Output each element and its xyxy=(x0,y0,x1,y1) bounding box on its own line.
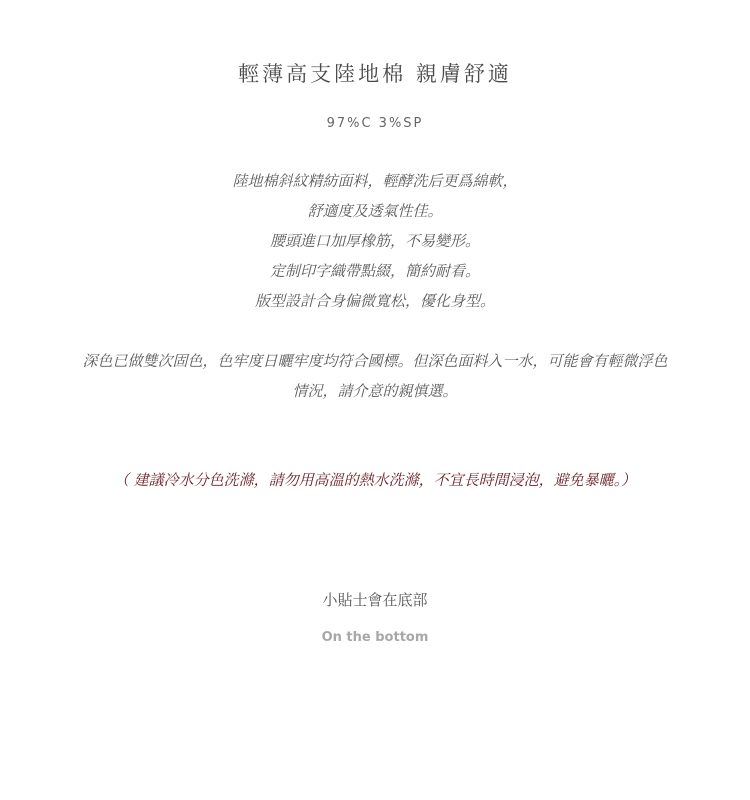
washing-instructions: （ 建議冷水分色洗滌，請勿用高溫的熱水洗滌，不宜長時間浸泡，避免暴曬。） xyxy=(113,471,637,489)
tips-subheading: On the bottom xyxy=(321,630,429,645)
description-line: 版型設計合身偏微寬松，優化身型。 xyxy=(254,292,495,310)
fabric-composition: 97%C 3%SP xyxy=(326,116,424,131)
page-title: 輕薄高支陸地棉 親膚舒適 xyxy=(238,62,512,86)
color-fastness-note xyxy=(55,346,695,406)
description-line: 定制印字織帶點綴，簡約耐看。 xyxy=(269,262,480,280)
feature-description xyxy=(0,166,750,316)
tips-heading: 小貼士會在底部 xyxy=(322,591,428,609)
note-line: 情況，請介意的親慎選。 xyxy=(292,382,458,400)
description-line: 陸地棉斜紋精紡面料，輕酵洗后更爲綿軟， xyxy=(232,172,518,190)
description-line: 腰頭進口加厚橡筋，不易變形。 xyxy=(269,232,480,250)
note-line: 深色已做雙次固色，色牢度日曬牢度均符合國標。但深色面料入一水，可能會有輕微浮色 xyxy=(82,352,668,370)
description-line: 舒適度及透氣性佳。 xyxy=(307,202,443,220)
